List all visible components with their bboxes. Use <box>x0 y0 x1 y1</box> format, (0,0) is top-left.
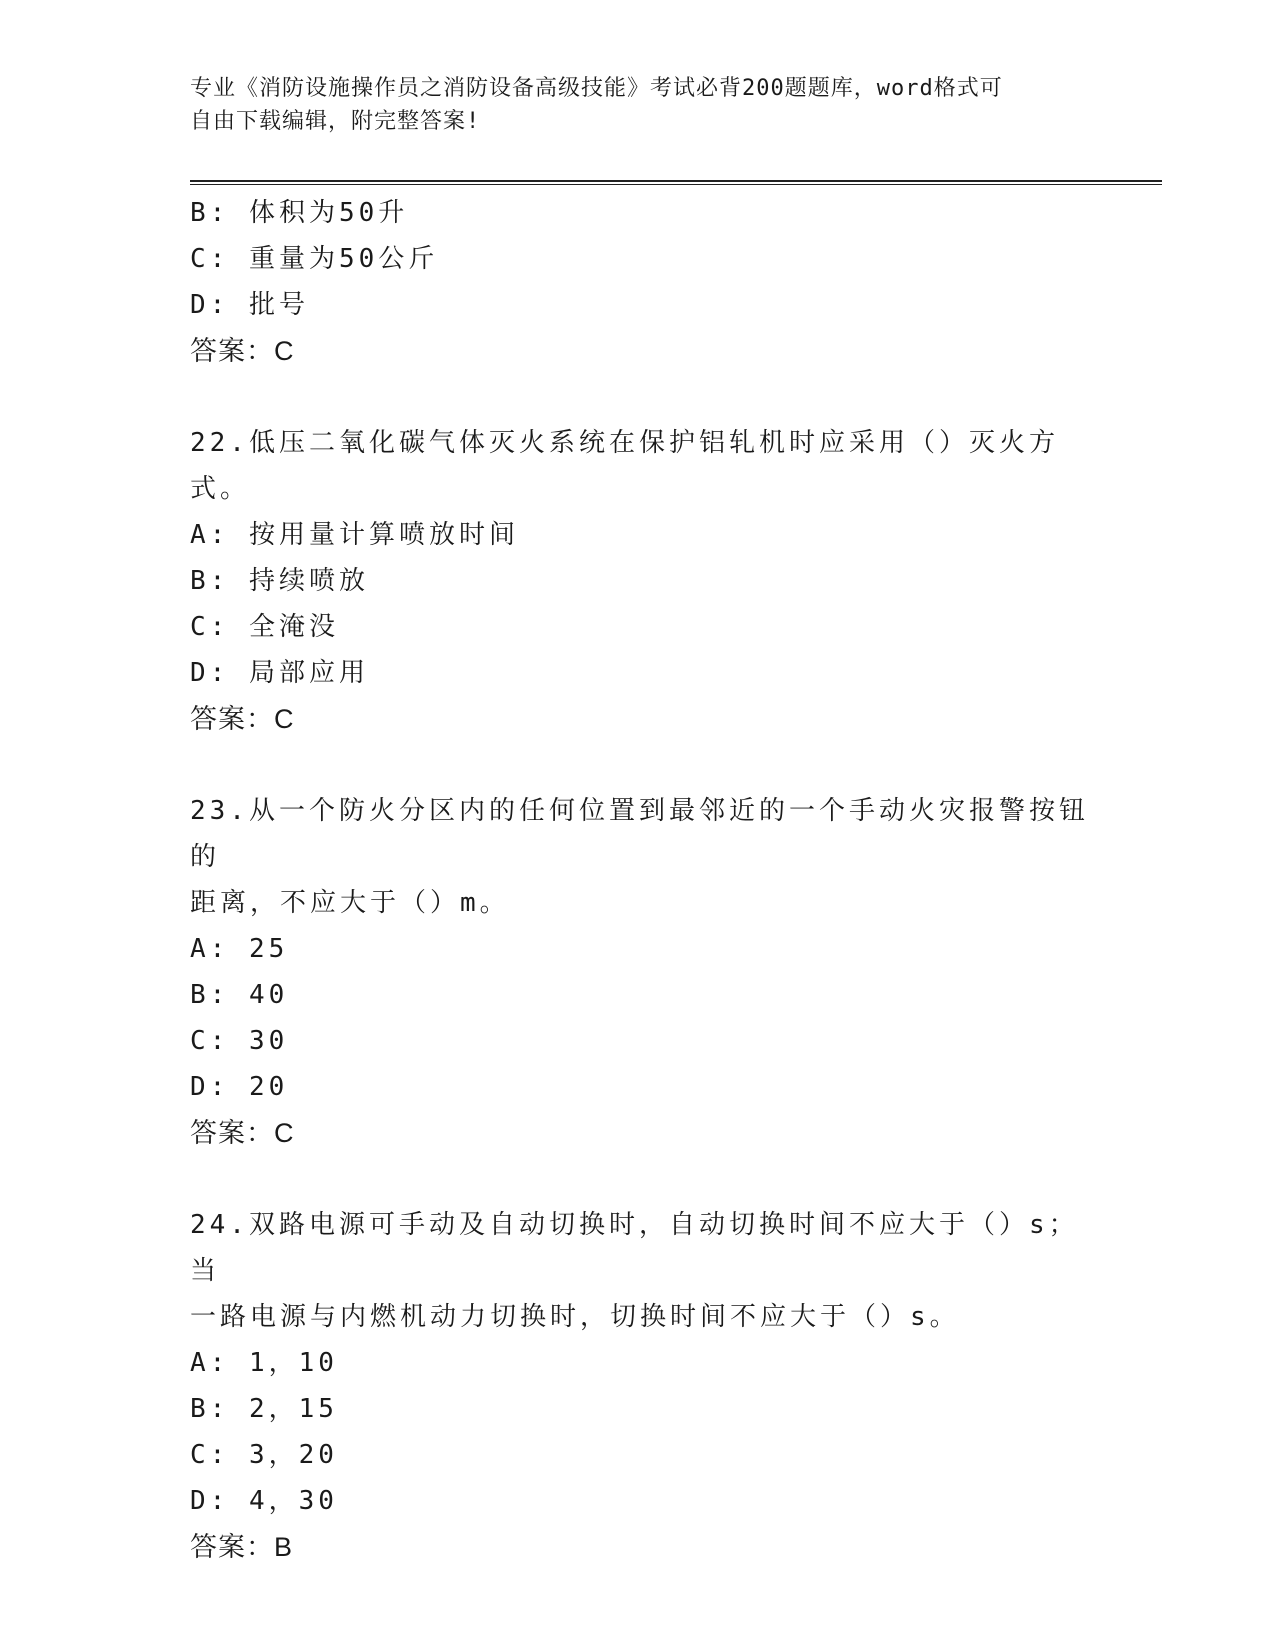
question-23 <box>190 788 1090 1156</box>
option-d: D: 局部应用 <box>190 658 369 688</box>
question-22 <box>190 420 1090 742</box>
option-b: B: 体积为50升 <box>190 198 409 228</box>
header-line-2: 自由下载编辑，附完整答案! <box>190 109 481 134</box>
document-header <box>190 72 1090 138</box>
option-a: A: 25 <box>190 934 289 964</box>
question-text-line-1: 23.从一个防火分区内的任何位置到最邻近的一个手动火灾报警按钮的 <box>190 796 1089 872</box>
question-24 <box>190 1202 1090 1570</box>
option-d: D: 批号 <box>190 290 309 320</box>
question-text: 22.低压二氧化碳气体灭火系统在保护铝轧机时应采用（）灭火方式。 <box>190 428 1059 504</box>
document-body <box>190 190 1090 1570</box>
answer-line: 答案：C <box>190 704 295 734</box>
option-b: B: 40 <box>190 980 289 1010</box>
header-divider <box>190 180 1162 185</box>
option-b: B: 持续喷放 <box>190 566 369 596</box>
answer-line: 答案：C <box>190 336 295 366</box>
question-text-line-2: 距离，不应大于（）m。 <box>190 888 510 918</box>
question-text-line-1: 24.双路电源可手动及自动切换时，自动切换时间不应大于（）s；当 <box>190 1210 1079 1286</box>
option-c: C: 重量为50公斤 <box>190 244 439 274</box>
answer-line: 答案：B <box>190 1532 294 1562</box>
spacer <box>190 1156 1090 1202</box>
option-d: D: 4，30 <box>190 1486 338 1516</box>
option-b: B: 2，15 <box>190 1394 338 1424</box>
option-c: C: 30 <box>190 1026 289 1056</box>
option-a: A: 1，10 <box>190 1348 338 1378</box>
question-text-line-2: 一路电源与内燃机动力切换时，切换时间不应大于（）s。 <box>190 1302 960 1332</box>
option-c: C: 全淹没 <box>190 612 339 642</box>
question-21-continued <box>190 190 1090 374</box>
answer-line: 答案：C <box>190 1118 295 1148</box>
spacer <box>190 374 1090 420</box>
header-line-1: 专业《消防设施操作员之消防设备高级技能》考试必背200题题库，word格式可 <box>190 76 1003 101</box>
spacer <box>190 742 1090 788</box>
option-d: D: 20 <box>190 1072 289 1102</box>
option-c: C: 3，20 <box>190 1440 338 1470</box>
option-a: A: 按用量计算喷放时间 <box>190 520 519 550</box>
